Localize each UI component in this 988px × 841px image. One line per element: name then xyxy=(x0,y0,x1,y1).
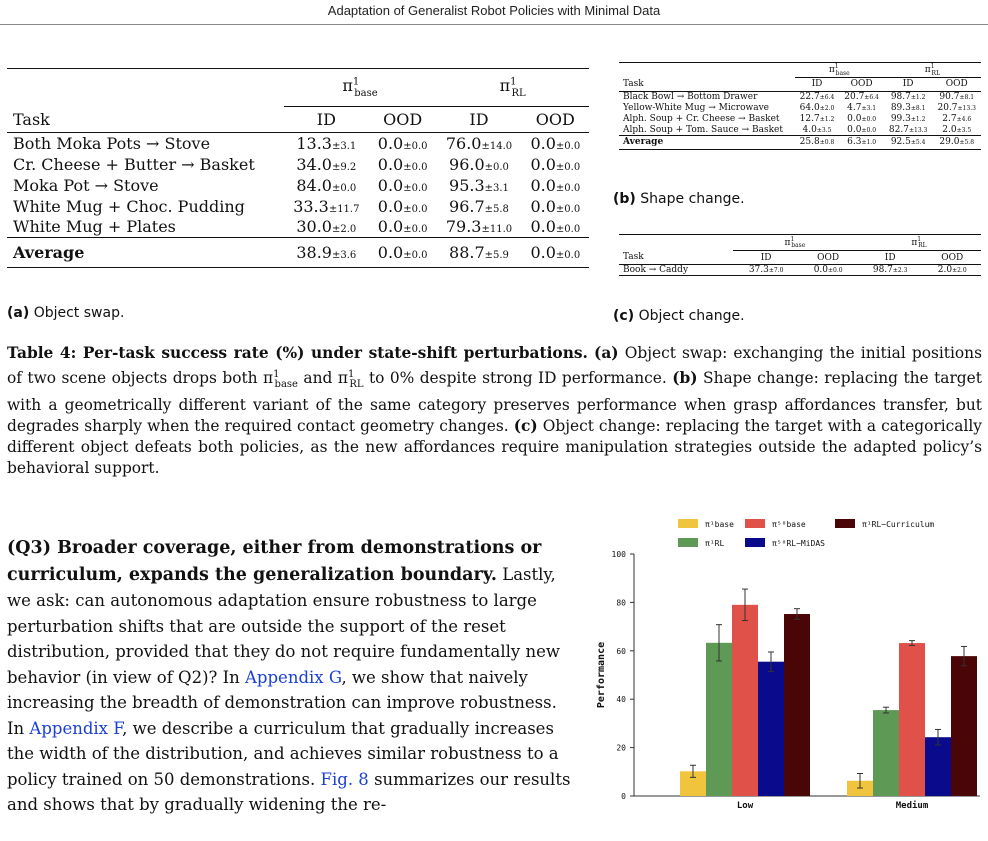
appendix-g-link[interactable]: Appendix G xyxy=(245,667,342,687)
task-cell: Book → Caddy xyxy=(623,265,689,275)
value-cell: 0.0±0.0 xyxy=(530,154,581,174)
legend-swatch xyxy=(745,519,765,528)
value-cell: 20.7±13.3 xyxy=(937,102,976,113)
bar xyxy=(784,614,810,796)
task-cell: Cr. Cheese + Butter → Basket xyxy=(13,154,255,174)
average-value: 92.5±5.4 xyxy=(890,137,926,148)
corner-cell xyxy=(619,235,733,251)
table-row xyxy=(619,102,981,113)
average-label: Average xyxy=(623,137,664,148)
running-header: Adaptation of Generalist Robot Policies with Minimal Data xyxy=(327,3,661,18)
fig-8-link[interactable]: Fig. 8 xyxy=(320,769,369,789)
subcaption-b: (b) Shape change. xyxy=(613,191,745,207)
table-shape-change xyxy=(619,62,981,150)
y-tick-label: 80 xyxy=(616,598,626,608)
table-a-body xyxy=(7,133,589,268)
value-cell: 0.0±0.0 xyxy=(377,217,428,237)
value-cell: 0.0±0.0 xyxy=(813,265,843,275)
value-cell: 0.0±0.0 xyxy=(530,133,581,153)
value-cell: 0.0±0.0 xyxy=(377,154,428,174)
subcaption-a: (a) Object swap. xyxy=(7,305,125,321)
table-c-body xyxy=(619,265,981,276)
y-tick-label: 20 xyxy=(616,743,626,753)
performance-bar-chart xyxy=(590,510,982,835)
y-tick-label: 100 xyxy=(611,550,626,559)
bar xyxy=(951,656,977,796)
header-ood: OOD xyxy=(535,110,575,129)
appendix-f-link[interactable]: Appendix F xyxy=(29,718,123,738)
header-ood: OOD xyxy=(945,79,968,90)
value-cell: 2.0±2.0 xyxy=(937,265,967,275)
header-ood: OOD xyxy=(850,79,873,90)
table-row xyxy=(7,175,589,196)
value-cell: 99.3±1.2 xyxy=(890,113,926,124)
corner-cell xyxy=(7,69,284,107)
table-row xyxy=(619,124,981,135)
x-tick-label: Medium xyxy=(895,801,929,811)
value-cell: 95.3±3.1 xyxy=(449,175,509,195)
task-cell: White Mug + Plates xyxy=(13,217,176,237)
y-tick-label: 60 xyxy=(616,646,626,656)
task-cell: Both Moka Pots → Stove xyxy=(13,133,211,153)
task-cell: Black Bowl → Bottom Drawer xyxy=(623,92,758,103)
header-ood: OOD xyxy=(941,252,964,263)
value-cell: 4.7±3.1 xyxy=(847,102,877,113)
group-header-rl: $\pi^1_{RL}$ xyxy=(884,63,981,78)
average-label: Average xyxy=(13,243,85,262)
legend-swatch xyxy=(678,519,698,528)
value-cell: 0.0±0.0 xyxy=(377,196,428,216)
bar xyxy=(706,643,732,796)
value-cell: 64.0±2.0 xyxy=(799,102,835,113)
pi-rl-symbol: $\pi^1_{RL}$ xyxy=(337,369,364,391)
value-cell: 89.3±8.1 xyxy=(890,102,926,113)
task-cell: Alph. Soup + Tom. Sauce → Basket xyxy=(623,124,783,135)
header-ood: OOD xyxy=(817,252,840,263)
header-id: ID xyxy=(316,110,336,129)
table-object-swap xyxy=(7,68,589,268)
average-value: 6.3±1.0 xyxy=(847,137,877,148)
value-cell: 2.0±3.5 xyxy=(942,124,972,135)
value-cell: 34.0±9.2 xyxy=(296,154,357,174)
table-row xyxy=(619,113,981,124)
value-cell: 22.7±6.4 xyxy=(799,92,835,103)
header-id: ID xyxy=(811,79,823,90)
value-cell: 37.3±7.0 xyxy=(748,265,784,275)
value-cell: 90.7±8.1 xyxy=(939,92,975,103)
group-header-base: $\pi^1_{base}$ xyxy=(733,235,857,251)
legend-label: π⁵⁰base xyxy=(772,520,806,529)
y-tick-label: 0 xyxy=(621,792,626,801)
bar xyxy=(873,710,899,796)
average-row xyxy=(7,238,589,268)
table-row xyxy=(7,133,589,154)
group-header-base: $\pi^1_{base}$ xyxy=(795,63,884,78)
header-id: ID xyxy=(469,110,489,129)
average-value: 38.9±3.6 xyxy=(296,243,357,262)
table-row xyxy=(619,265,981,276)
value-cell: 79.3±11.0 xyxy=(445,217,513,237)
average-value: 25.8±0.8 xyxy=(799,137,835,148)
bar xyxy=(758,662,784,796)
legend-swatch xyxy=(745,538,765,547)
value-cell: 20.7±6.4 xyxy=(844,92,879,103)
chart-legend xyxy=(678,519,934,548)
header-id: ID xyxy=(884,252,896,263)
table-row xyxy=(7,217,589,238)
value-cell: 13.3±3.1 xyxy=(296,133,357,153)
legend-label: π¹base xyxy=(705,520,734,529)
group-header-rl: $\pi^1_{RL}$ xyxy=(857,235,981,251)
table-row xyxy=(7,196,589,217)
value-cell: 84.0±0.0 xyxy=(296,175,357,195)
value-cell: 33.3±11.7 xyxy=(293,196,360,216)
value-cell: 2.7±4.6 xyxy=(942,113,972,124)
average-value: 88.7±5.9 xyxy=(449,243,509,262)
table-caption: Table 4: Per-task success rate (%) under state-shift perturbations. (a) Object swap: exchanging the initial positions of two scene objects drops both $\pi^1_{base}$ and $\pi^1_{RL}$ to 0% despite strong ID performance. (b) Shape change: replacing the target with a geometrically different variant of the same category preserves performance when grasp affordances transfer, but degrades sharply when the required contact geometry changes. (c) Object change: replacing the target with a categorically different object defeats both policies, as the new affordances require manipulation strategies outside the adapted policy’s behavioral support. xyxy=(7,344,982,478)
y-tick-label: 40 xyxy=(616,695,626,705)
average-value: 0.0±0.0 xyxy=(377,243,428,262)
value-cell: 4.0±3.5 xyxy=(802,124,832,135)
value-cell: 30.0±2.0 xyxy=(296,217,357,237)
value-cell: 96.0±0.0 xyxy=(449,154,509,174)
value-cell: 82.7±13.3 xyxy=(888,124,928,135)
value-cell: 98.7±1.2 xyxy=(890,92,926,103)
task-cell: Alph. Soup + Cr. Cheese → Basket xyxy=(623,113,780,124)
header-ood: OOD xyxy=(383,110,423,129)
value-cell: 0.0±0.0 xyxy=(847,113,877,124)
header-task: Task xyxy=(13,109,50,129)
task-cell: Moka Pot → Stove xyxy=(13,175,159,195)
table-row xyxy=(619,91,981,102)
average-value: 29.0±5.8 xyxy=(939,137,975,148)
value-cell: 0.0±0.0 xyxy=(530,175,581,195)
table-object-change xyxy=(619,234,981,276)
header-rule xyxy=(0,24,988,25)
q3-heading: (Q3) Broader coverage, either from demonstrations or curriculum, expands the generalization boundary. xyxy=(7,538,542,585)
value-cell: 0.0±0.0 xyxy=(377,175,428,195)
group-header-base: $\pi^1_{base}$ xyxy=(284,69,437,107)
value-cell: 0.0±0.0 xyxy=(530,217,581,237)
legend-swatch xyxy=(835,519,855,528)
header-id: ID xyxy=(902,79,914,90)
legend-swatch xyxy=(678,538,698,547)
value-cell: 0.0±0.0 xyxy=(377,133,428,153)
average-value: 0.0±0.0 xyxy=(530,243,581,262)
value-cell: 0.0±0.0 xyxy=(530,196,581,216)
value-cell: 96.7±5.8 xyxy=(449,196,509,216)
y-axis-label: Performance xyxy=(596,641,607,709)
legend-label: π¹RL−Curriculum xyxy=(862,520,935,529)
header-id: ID xyxy=(760,252,772,263)
bar xyxy=(925,737,951,796)
value-cell: 0.0±0.0 xyxy=(847,124,877,135)
task-cell: White Mug + Choc. Pudding xyxy=(13,196,245,216)
x-tick-label: Low xyxy=(736,801,754,811)
table-b-body xyxy=(619,91,981,149)
value-cell: 98.7±2.3 xyxy=(872,265,908,275)
chart-bars xyxy=(680,589,977,796)
subcaption-c: (c) Object change. xyxy=(613,308,745,324)
task-cell: Yellow-White Mug → Microwave xyxy=(623,102,770,113)
header-task: Task xyxy=(623,79,644,90)
legend-label: π⁵⁰RL−MiDAS xyxy=(772,539,825,548)
caption-lead: Table 4: Per-task success rate (%) under state-shift perturbations. xyxy=(7,344,588,362)
q3-paragraph: (Q3) Broader coverage, either from demonstrations or curriculum, expands the generalization boundary. Lastly, we ask: can autonomous adaptation ensure robustness to large perturbation shifts that are outside the support of the reset distribution, provided that they do not require fundamentally new behavior (in view of Q2)? In Appendix G, we show that naively increasing the breadth of demonstration can improve robustness. In Appendix F, we describe a curriculum that gradually increases the width of the distribution, and achieves similar robustness to a policy trained on 50 demonstrations. Fig. 8 summarizes our results and shows that by gradually widening the re- xyxy=(7,538,571,814)
header-task: Task xyxy=(623,252,644,263)
group-header-rl: $\pi^1_{RL}$ xyxy=(436,69,589,107)
bar xyxy=(899,643,925,796)
table-row xyxy=(7,154,589,175)
value-cell: 76.0±14.0 xyxy=(445,133,513,153)
bar xyxy=(732,605,758,796)
pi-base-symbol: $\pi^1_{base}$ xyxy=(263,369,298,391)
corner-cell xyxy=(619,63,795,78)
value-cell: 12.7±1.2 xyxy=(799,113,835,124)
average-row xyxy=(619,135,981,149)
legend-label: π¹RL xyxy=(705,539,725,548)
